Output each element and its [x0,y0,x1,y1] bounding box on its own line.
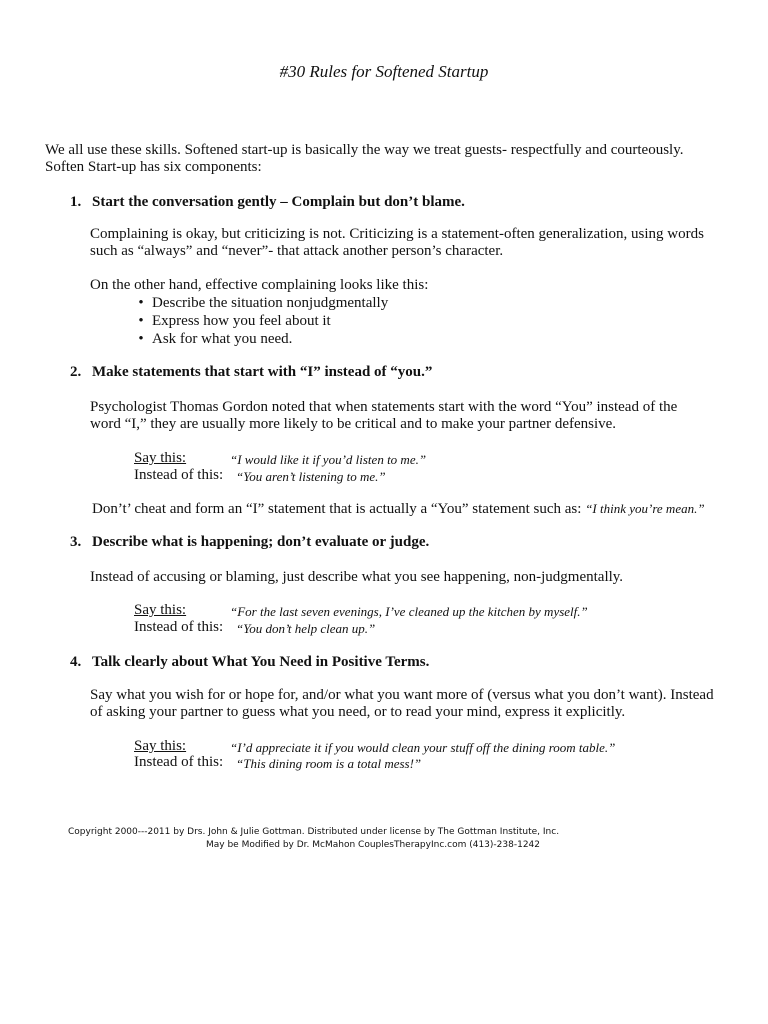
section-heading-text: Start the conversation gently – Complain but don’t blame. [92,194,465,210]
bullet-text: Express how you feel about it [152,313,331,329]
section-heading-2 [70,364,432,381]
say-this-label: Say this: [134,450,187,466]
section-1-para-line-2: such as “always” and “never”- that attack another person’s character. [90,243,504,259]
section-number: 2. [70,364,82,380]
bullet-item [130,295,388,312]
section-4-para-line-2: of asking your partner to guess what you need, or to read your mind, express it explicitly. [90,704,626,720]
instead-of-label: Instead of this: [134,619,224,635]
section-3-para-line-1: Instead of accusing or blaming, just describe what you see happening, non-judgmentally. [90,569,624,585]
bullet-text: Ask for what you need. [152,331,293,347]
instead-of-label: Instead of this: [134,467,224,483]
bullet-icon: • [138,295,144,311]
page-title: #30 Rules for Softened Startup [279,62,489,81]
intro-line-2: Soften Start-up has six components: [45,159,262,175]
instead-of-example: “You aren’t listening to me.” [236,469,386,484]
section-1-para-line-1: Complaining is okay, but criticizing is not. Criticizing is a statement-often generalization, using words [90,226,704,242]
footer-copyright: Copyright 2000---2011 by Drs. John & Julie Gottman. Distributed under license by The Gottman Institute, Inc. [68,827,560,837]
section-heading-1 [70,194,465,211]
instead-of-example: “You don’t help clean up.” [236,621,376,636]
section-heading-text: Describe what is happening; don’t evaluate or judge. [92,534,430,550]
instead-of-example: “This dining room is a total mess!” [236,756,422,771]
bullet-item [130,331,292,348]
section-1-para-2: On the other hand, effective complaining looks like this: [90,277,429,293]
section-2-para-2-text: Don’t’ cheat and form an “I” statement that is actually a “You” statement such as: [92,501,582,517]
bullet-icon: • [138,331,144,347]
section-2-para-line-1: Psychologist Thomas Gordon noted that when statements start with the word “You” instead of the [90,399,678,415]
bullet-item [130,313,331,330]
say-this-example: “For the last seven evenings, I’ve cleaned up the kitchen by myself.” [230,604,588,619]
say-this-label: Say this: [134,738,187,754]
bullet-text: Describe the situation nonjudgmentally [152,295,389,311]
bullet-icon: • [138,313,144,329]
intro-line-1: We all use these skills. Softened start-up is basically the way we treat guests- respectfully and courteously. [45,142,684,158]
say-this-example: “I’d appreciate it if you would clean your stuff off the dining room table.” [230,740,616,755]
instead-of-label: Instead of this: [134,754,224,770]
section-2-para-line-2: word “I,” they are usually more likely to be critical and to make your partner defensive. [90,416,617,432]
footer-contact: May be Modified by Dr. McMahon CouplesTherapyInc.com (413)-238-1242 [206,840,540,850]
section-heading-4 [70,654,429,671]
section-number: 4. [70,654,82,670]
say-this-example: “I would like it if you’d listen to me.” [230,452,427,467]
section-heading-3 [70,534,429,551]
section-number: 3. [70,534,82,550]
section-2-para-2-example: “I think you’re mean.” [585,501,705,516]
section-2-para-2 [92,500,705,518]
section-heading-text: Make statements that start with “I” instead of “you.” [92,364,433,380]
section-4-para-line-1: Say what you wish for or hope for, and/or what you want more of (versus what you don’t want). Instead [90,687,714,703]
section-heading-text: Talk clearly about What You Need in Positive Terms. [92,654,430,670]
say-this-label: Say this: [134,602,187,618]
section-number: 1. [70,194,82,210]
